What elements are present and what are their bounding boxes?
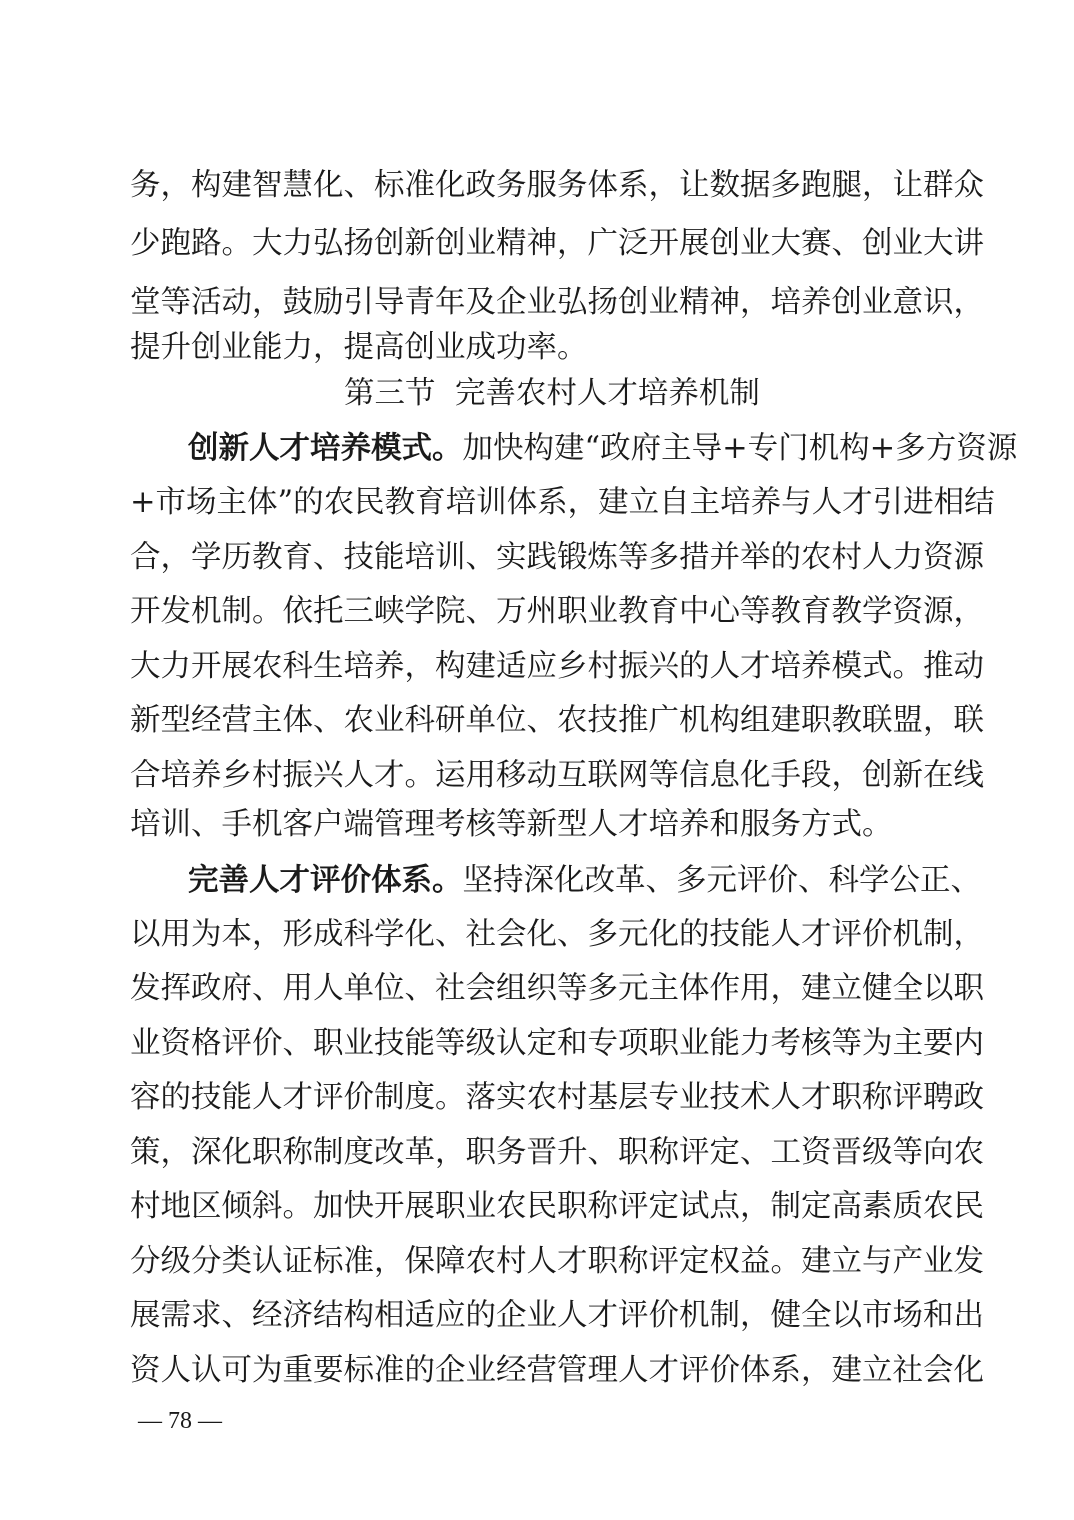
paragraph-line: 堂等活动，鼓励引导青年及企业弘扬创业精神，培养创业意识， xyxy=(130,285,984,320)
paragraph-lead: 创新人才培养模式。 xyxy=(188,430,463,466)
paragraph-line: 新型经营主体、农业科研单位、农技推广机构组建职教联盟，联 xyxy=(130,703,984,738)
paragraph-line: 提升创业能力，提高创业成功率。 xyxy=(130,330,588,365)
paragraph-first-line-text: 坚持深化改革、多元评价、科学公正、 xyxy=(462,863,981,898)
paragraph-line: 展需求、经济结构相适应的企业人才评价机制，健全以市场和出 xyxy=(130,1298,984,1333)
paragraph-line: 培训、手机客户端管理考核等新型人才培养和服务方式。 xyxy=(130,807,893,842)
paragraph-line: 以用为本，形成科学化、社会化、多元化的技能人才评价机制， xyxy=(130,917,984,952)
paragraph-line: 少跑路。大力弘扬创新创业精神，广泛开展创业大赛、创业大讲 xyxy=(130,226,984,261)
paragraph-line: 业资格评价、职业技能等级认定和专项职业能力考核等为主要内 xyxy=(130,1026,984,1061)
paragraph-line: 策，深化职称制度改革，职务晋升、职称评定、工资晋级等向农 xyxy=(130,1135,984,1170)
paragraph-first-line xyxy=(188,428,1018,468)
paragraph-line: 大力开展农科生培养，构建适应乡村振兴的人才培养模式。推动 xyxy=(130,649,984,684)
paragraph-line: 发挥政府、用人单位、社会组织等多元主体作用，建立健全以职 xyxy=(130,971,984,1006)
paragraph-line: 合，学历教育、技能培训、实践锻炼等多措并举的农村人力资源 xyxy=(130,540,984,575)
section-heading: 第三节 完善农村人才培养机制 xyxy=(344,376,760,411)
paragraph-line: 容的技能人才评价制度。落实农村基层专业技术人才职称评聘政 xyxy=(130,1080,984,1115)
paragraph-first-line xyxy=(188,860,981,900)
paragraph-line: 资人认可为重要标准的企业经营管理人才评价体系，建立社会化 xyxy=(130,1353,984,1388)
paragraph-first-line-text: 加快构建“政府主导+专门机构+多方资源 xyxy=(462,431,1018,466)
paragraph-line: +市场主体”的农民教育培训体系，建立自主培养与人才引进相结 xyxy=(130,485,995,520)
paragraph-line: 合培养乡村振兴人才。运用移动互联网等信息化手段，创新在线 xyxy=(130,758,984,793)
paragraph-line: 务，构建智慧化、标准化政务服务体系，让数据多跑腿，让群众 xyxy=(130,168,984,203)
paragraph-line: 开发机制。依托三峡学院、万州职业教育中心等教育教学资源， xyxy=(130,594,984,629)
paragraph-lead: 完善人才评价体系。 xyxy=(188,862,463,898)
paragraph-line: 村地区倾斜。加快开展职业农民职称评定试点，制定高素质农民 xyxy=(130,1189,984,1224)
paragraph-line: 分级分类认证标准，保障农村人才职称评定权益。建立与产业发 xyxy=(130,1244,984,1279)
page-number: — 78 — xyxy=(138,1408,222,1434)
